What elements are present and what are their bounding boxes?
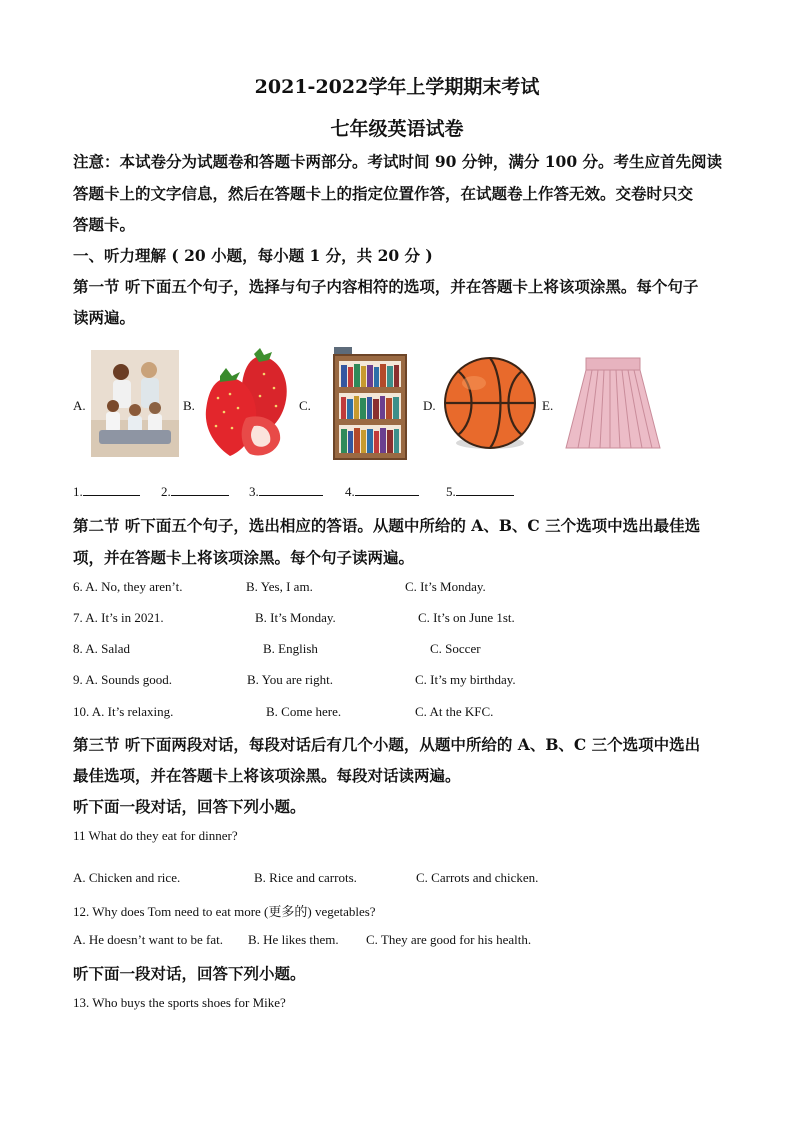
option-10c[interactable]: C. At the KFC. [415,704,494,719]
section3-instruction-2: 最佳选项，并在答题卡上将该项涂黑。每段对话读两遍。 [73,766,461,785]
family-photo-icon [91,350,179,461]
picture-label-d: D. [423,398,436,413]
option-10a[interactable]: 10. A. It’s relaxing. [73,704,174,719]
question-row-6 [0,579,794,597]
picture-label-a: A. [73,398,86,413]
answer-blank-2[interactable]: 2. [161,483,229,500]
basketball-icon [442,357,538,455]
question-row-11-options [0,870,794,888]
option-7a[interactable]: 7. A. It’s in 2021. [73,610,164,625]
option-6a[interactable]: 6. A. No, they aren’t. [73,579,183,594]
answer-blank-1[interactable]: 1. [73,483,140,500]
section3-instruction-1: 第三节 听下面两段对话，每段对话后有几个小题，从题中所给的 A、B、C 三个选项中选出 [73,735,701,754]
option-8c[interactable]: C. Soccer [430,641,481,656]
option-9a[interactable]: 9. A. Sounds good. [73,672,172,687]
option-9c[interactable]: C. It’s my birthday. [415,672,516,687]
exam-title: 2021-2022学年上学期期末考试 [254,76,540,98]
answer-blank-4[interactable]: 4. [345,483,419,500]
section2-instruction-2: 项，并在答题卡上将该项涂黑。每个句子读两遍。 [73,548,415,567]
option-12b[interactable]: B. He likes them. [248,932,339,947]
option-12a[interactable]: A. He doesn’t want to be fat. [73,932,223,947]
answer-blank-3[interactable]: 3. [249,483,323,500]
section2-instruction-1: 第二节 听下面五个句子，选出相应的答语。从题中所给的 A、B、C 三个选项中选出最佳选 [73,516,701,535]
question-row-12-options [0,932,794,950]
option-7c[interactable]: C. It’s on June 1st. [418,610,515,625]
option-6b[interactable]: B. Yes, I am. [246,579,313,594]
dialog1-heading: 听下面一段对话，回答下列小题。 [73,797,306,816]
picture-label-b: B. [183,398,195,413]
question-row-9 [0,672,794,690]
dialog2-heading: 听下面一段对话，回答下列小题。 [73,964,306,983]
option-11c[interactable]: C. Carrots and chicken. [416,870,539,885]
strawberry-icon [202,348,292,464]
notice-line-1: 注意：本试卷分为试题卷和答题卡两部分。考试时间 90 分钟，满分 100 分。考生应首先阅读 [73,152,723,171]
option-8b[interactable]: B. English [263,641,318,656]
notice-line-2: 答题卡上的文字信息，然后在答题卡上的指定位置作答，在试题卷上作答无效。交卷时只交 [73,184,694,203]
question-11: 11 What do they eat for dinner? [73,828,238,843]
option-6c[interactable]: C. It’s Monday. [405,579,486,594]
option-12c[interactable]: C. They are good for his health. [366,932,532,947]
question-row-8 [0,641,794,659]
picture-label-c: C. [299,398,311,413]
question-row-7 [0,610,794,628]
option-10b[interactable]: B. Come here. [266,704,342,719]
section1-instruction-1: 第一节 听下面五个句子，选择与句子内容相符的选项，并在答题卡上将该项涂黑。每个句子 [73,277,699,296]
option-11b[interactable]: B. Rice and carrots. [254,870,357,885]
section1-instruction-2: 读两遍。 [73,308,136,327]
skirt-icon [562,356,664,456]
notice-line-3: 答题卡。 [73,215,136,234]
question-row-10 [0,704,794,722]
option-11a[interactable]: A. Chicken and rice. [73,870,181,885]
question-13: 13. Who buys the sports shoes for Mike? [73,995,286,1010]
part1-heading: 一、听力理解 ( 20 小题，每小题 1 分，共 20 分 ) [73,246,433,265]
bookshelf-icon [332,347,408,465]
option-9b[interactable]: B. You are right. [247,672,333,687]
option-8a[interactable]: 8. A. Salad [73,641,131,656]
question-12: 12. Why does Tom need to eat more (更多的) vegetables? [73,904,376,919]
exam-subtitle: 七年级英语试卷 [330,118,464,140]
option-7b[interactable]: B. It’s Monday. [255,610,336,625]
answer-blank-5[interactable]: 5. [446,483,514,500]
picture-label-e: E. [542,398,554,413]
